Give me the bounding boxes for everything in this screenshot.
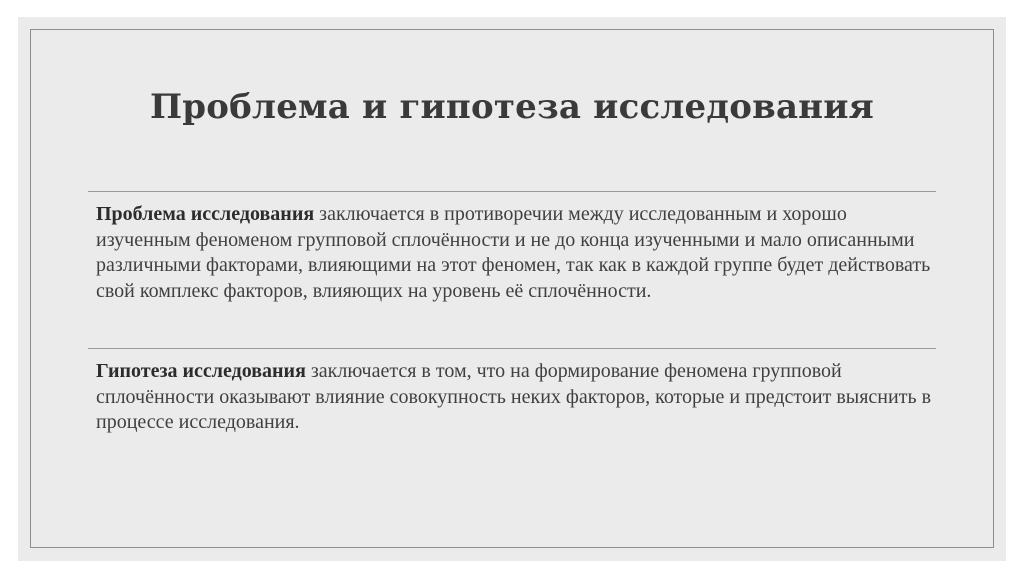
hypothesis-text: заключается в том, что на формирование феномена групповой сплочённости оказывают влияние совокупность неких факторов, которые и предстоит выяснить в процессе исследования. [96, 360, 932, 433]
hypothesis-term: Гипотеза исследования [96, 360, 306, 382]
problem-term: Проблема исследования [96, 203, 315, 225]
problem-text: заключается в противоречии между исследованным и хорошо изученным феноменом групповой сплочённости и не до конца изученными и мало описанными различными факторами, влияющими на этот феномен, так как в каждой группе будет действовать свой комплекс факторов, влияющих на уровень её сплочённости. [96, 203, 931, 302]
divider-middle [88, 348, 936, 349]
divider-top [88, 191, 936, 192]
slide [18, 17, 1006, 561]
slide-title: Проблема и гипотеза исследования [149, 87, 875, 127]
hypothesis-paragraph [96, 359, 936, 436]
problem-paragraph [96, 202, 936, 304]
